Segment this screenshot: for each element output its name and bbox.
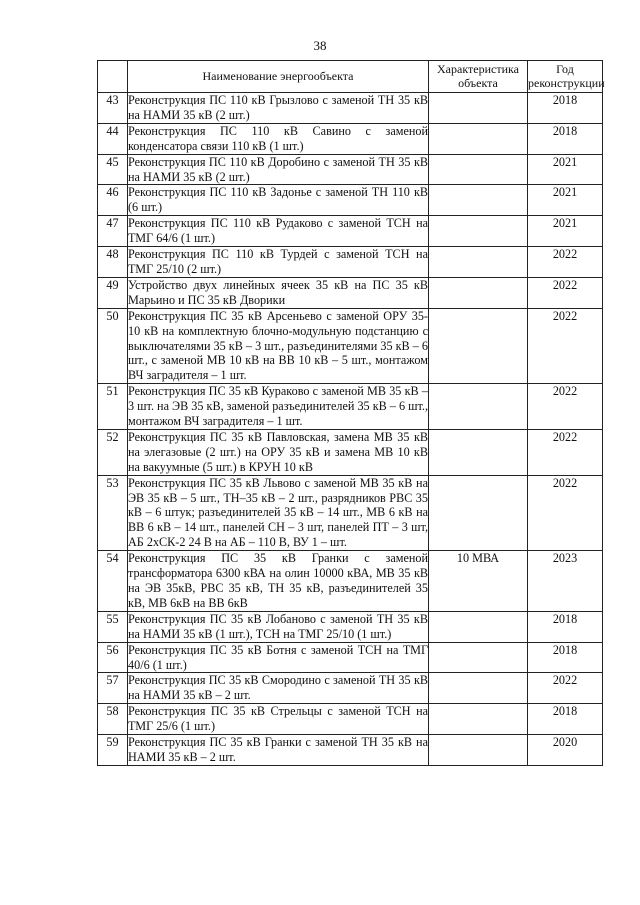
reconstruction-year-cell: 2021 bbox=[528, 216, 603, 247]
characteristic-cell bbox=[429, 216, 528, 247]
table-row bbox=[98, 735, 603, 766]
row-number-cell: 57 bbox=[98, 673, 128, 704]
reconstruction-year-cell: 2022 bbox=[528, 277, 603, 308]
table-row bbox=[98, 185, 603, 216]
object-name-cell: Реконструкция ПС 35 кВ Павловская, замена МВ 35 кВ на элегазовые (2 шт.) на ОРУ 35 кВ и замена МВ 10 кВ на вакуумные (5 шт.) в КРУН 10 кВ bbox=[128, 429, 428, 474]
object-name-cell: Реконструкция ПС 110 кВ Доробино с заменой ТН 35 кВ на НАМИ 35 кВ (2 шт.) bbox=[128, 154, 428, 184]
header-characteristic: Характеристика объекта bbox=[429, 61, 528, 93]
characteristic-cell bbox=[429, 308, 528, 384]
row-number-cell: 51 bbox=[98, 384, 128, 430]
reconstruction-year-cell: 2018 bbox=[528, 704, 603, 735]
characteristic-cell bbox=[429, 185, 528, 216]
table-row bbox=[98, 123, 603, 154]
row-number-cell: 47 bbox=[98, 216, 128, 247]
characteristic-cell bbox=[429, 735, 528, 766]
object-name-cell: Реконструкция ПС 110 кВ Турдей с заменой ТСН на ТМГ 25/10 (2 шт.) bbox=[128, 247, 428, 276]
object-name-cell: Реконструкция ПС 35 кВ Арсеньево с заменой ОРУ 35-10 кВ на комплектную блочно-модульную подстанцию с выключателями 35 кВ – 3 шт., разъединителями 35 кВ – 6 шт., с заменой МВ 10 кВ на ВВ 10 кВ – 5 шт., монтажом ВЧ заградителя – 1 шт. bbox=[128, 308, 428, 383]
table-row bbox=[98, 429, 603, 475]
reconstruction-year-cell: 2022 bbox=[528, 475, 603, 551]
reconstruction-year-cell: 2022 bbox=[528, 429, 603, 475]
characteristic-cell bbox=[429, 384, 528, 430]
characteristic-cell bbox=[429, 673, 528, 704]
table-row bbox=[98, 384, 603, 430]
table-row bbox=[98, 611, 603, 642]
table-row bbox=[98, 308, 603, 384]
row-number-cell: 59 bbox=[98, 735, 128, 766]
characteristic-cell bbox=[429, 429, 528, 475]
reconstruction-year-cell: 2022 bbox=[528, 384, 603, 430]
row-number-cell: 44 bbox=[98, 123, 128, 154]
characteristic-cell bbox=[429, 277, 528, 308]
object-name-cell: Реконструкция ПС 110 кВ Савино с заменой конденсатора связи 110 кВ (1 шт.) bbox=[128, 123, 428, 153]
reconstruction-year-cell: 2018 bbox=[528, 611, 603, 642]
reconstruction-year-cell: 2023 bbox=[528, 551, 603, 612]
row-number-cell: 48 bbox=[98, 247, 128, 278]
object-name-cell: Устройство двух линейных ячеек 35 кВ на ПС 35 кВ Марьино и ПС 35 кВ Дворики bbox=[128, 277, 428, 307]
table-row bbox=[98, 277, 603, 308]
reconstruction-year-cell: 2018 bbox=[528, 642, 603, 673]
object-name-cell: Реконструкция ПС 35 кВ Гранки с заменой ТН 35 кВ на НАМИ 35 кВ – 2 шт. bbox=[128, 735, 428, 764]
table-row bbox=[98, 93, 603, 124]
reconstruction-year-cell: 2021 bbox=[528, 185, 603, 216]
reconstruction-year-cell: 2022 bbox=[528, 308, 603, 384]
characteristic-cell bbox=[429, 123, 528, 154]
object-name-cell: Реконструкция ПС 35 кВ Смородино с заменой ТН 35 кВ на НАМИ 35 кВ – 2 шт. bbox=[128, 673, 428, 703]
row-number-cell: 43 bbox=[98, 93, 128, 124]
reconstruction-year-cell: 2020 bbox=[528, 735, 603, 766]
object-name-cell: Реконструкция ПС 110 кВ Рудаково с заменой ТСН на ТМГ 64/6 (1 шт.) bbox=[128, 216, 428, 246]
characteristic-cell bbox=[429, 475, 528, 551]
table-row bbox=[98, 247, 603, 278]
characteristic-cell bbox=[429, 704, 528, 735]
characteristic-cell bbox=[429, 154, 528, 185]
object-name-cell: Реконструкция ПС 35 кВ Стрельцы с заменой ТСН на ТМГ 25/6 (1 шт.) bbox=[128, 704, 428, 734]
object-name-cell: Реконструкция ПС 35 кВ Львово с заменой МВ 35 кВ на ЭВ 35 кВ – 5 шт., ТН–35 кВ – 2 шт., разрядников РВС 35 кВ – 6 штук; разъединителей 35 кВ – 14 шт., МВ 6 кВ на ВВ 6 кВ – 14 шт., панелей СН – 3 шт, панелей ПТ – 3 шт, АБ 2хСК-2 24 В на АБ – 110 В, ВУ 1 – шт. bbox=[128, 475, 428, 550]
row-number-cell: 56 bbox=[98, 642, 128, 673]
row-number-cell: 50 bbox=[98, 308, 128, 384]
table-header-row bbox=[98, 61, 603, 93]
object-name-cell: Реконструкция ПС 35 кВ Кураково с заменой МВ 35 кВ – 3 шт. на ЭВ 35 кВ, заменой разъединителей 35 кВ – 6 шт., монтажом ВЧ заградителя – 1 шт. bbox=[128, 384, 428, 429]
reconstruction-year-cell: 2018 bbox=[528, 93, 603, 124]
characteristic-cell bbox=[429, 611, 528, 642]
reconstruction-year-cell: 2018 bbox=[528, 123, 603, 154]
row-number-cell: 58 bbox=[98, 704, 128, 735]
object-name-cell: Реконструкция ПС 110 кВ Задонье с заменой ТН 110 кВ (6 шт.) bbox=[128, 185, 428, 215]
reconstruction-year-cell: 2022 bbox=[528, 247, 603, 278]
header-name: Наименование энергообъекта bbox=[128, 61, 429, 93]
characteristic-cell bbox=[429, 247, 528, 278]
characteristic-cell bbox=[429, 642, 528, 673]
row-number-cell: 55 bbox=[98, 611, 128, 642]
reconstruction-year-cell: 2022 bbox=[528, 673, 603, 704]
row-number-cell: 46 bbox=[98, 185, 128, 216]
page-number: 38 bbox=[313, 38, 327, 53]
object-name-cell: Реконструкция ПС 110 кВ Грызлово с заменой ТН 35 кВ на НАМИ 35 кВ (2 шт.) bbox=[128, 93, 428, 122]
table-row bbox=[98, 216, 603, 247]
table-row bbox=[98, 475, 603, 551]
table-row bbox=[98, 704, 603, 735]
header-year: Год реконструкции bbox=[528, 61, 603, 93]
object-name-cell: Реконструкция ПС 35 кВ Гранки с заменой трансформатора 6300 кВА на олин 10000 кВА, МВ 35 кВ на ЭВ 35кВ, РВС 35 кВ, ТН 35 кВ, разъединителей 35 кВ, МВ 6кВ на ВВ 6кВ bbox=[128, 551, 428, 610]
table-row bbox=[98, 551, 603, 612]
table-row bbox=[98, 642, 603, 673]
characteristic-cell: 10 МВА bbox=[429, 551, 528, 612]
header-number bbox=[98, 61, 128, 93]
reconstruction-year-cell: 2021 bbox=[528, 154, 603, 185]
row-number-cell: 49 bbox=[98, 277, 128, 308]
characteristic-cell bbox=[429, 93, 528, 124]
table-row bbox=[98, 673, 603, 704]
row-number-cell: 52 bbox=[98, 429, 128, 475]
row-number-cell: 54 bbox=[98, 551, 128, 612]
energy-objects-table bbox=[97, 60, 603, 766]
table-row bbox=[98, 154, 603, 185]
row-number-cell: 45 bbox=[98, 154, 128, 185]
object-name-cell: Реконструкция ПС 35 кВ Лобаново с заменой ТН 35 кВ на НАМИ 35 кВ (1 шт.), ТСН на ТМГ 25/10 (1 шт.) bbox=[128, 611, 428, 641]
row-number-cell: 53 bbox=[98, 475, 128, 551]
object-name-cell: Реконструкция ПС 35 кВ Ботня с заменой ТСН на ТМГ 40/6 (1 шт.) bbox=[128, 642, 428, 672]
